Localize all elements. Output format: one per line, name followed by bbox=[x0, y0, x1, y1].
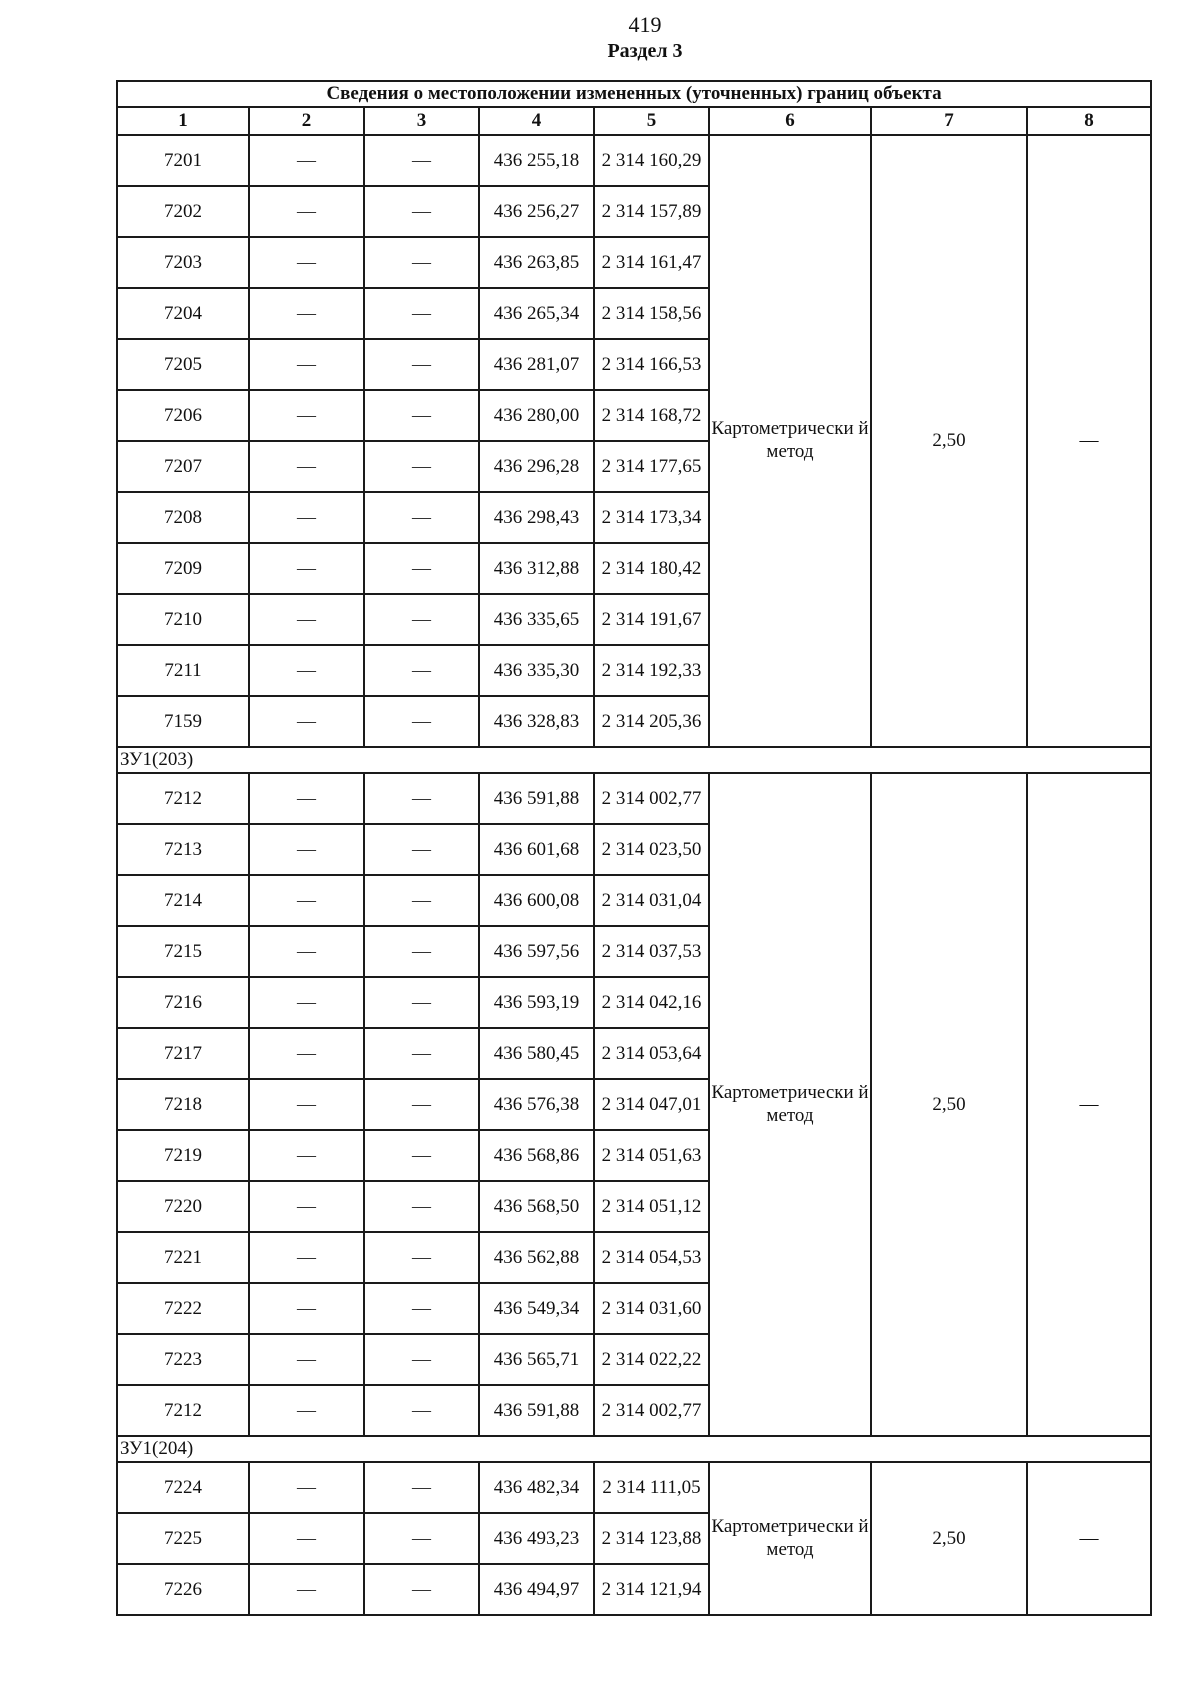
col2-cell: — bbox=[249, 237, 364, 288]
accuracy-cell: 2,50 bbox=[871, 773, 1027, 1436]
accuracy-cell: 2,50 bbox=[871, 135, 1027, 747]
col3-cell: — bbox=[364, 977, 479, 1028]
y-coordinate-cell: 2 314 192,33 bbox=[594, 645, 709, 696]
point-number-cell: 7218 bbox=[117, 1079, 249, 1130]
y-coordinate-cell: 2 314 166,53 bbox=[594, 339, 709, 390]
point-number-cell: 7212 bbox=[117, 1385, 249, 1436]
col2-cell: — bbox=[249, 543, 364, 594]
x-coordinate-cell: 436 568,86 bbox=[479, 1130, 594, 1181]
coordinates-table bbox=[116, 80, 1152, 1616]
col3-cell: — bbox=[364, 594, 479, 645]
column-number-3: 3 bbox=[364, 107, 479, 135]
col3-cell: — bbox=[364, 696, 479, 747]
y-coordinate-cell: 2 314 173,34 bbox=[594, 492, 709, 543]
accuracy-cell: 2,50 bbox=[871, 1462, 1027, 1615]
col2-cell: — bbox=[249, 1079, 364, 1130]
col3-cell: — bbox=[364, 1564, 479, 1615]
x-coordinate-cell: 436 312,88 bbox=[479, 543, 594, 594]
col2-cell: — bbox=[249, 977, 364, 1028]
col2-cell: — bbox=[249, 441, 364, 492]
x-coordinate-cell: 436 565,71 bbox=[479, 1334, 594, 1385]
y-coordinate-cell: 2 314 042,16 bbox=[594, 977, 709, 1028]
point-number-cell: 7220 bbox=[117, 1181, 249, 1232]
table-row bbox=[117, 773, 1151, 824]
col3-cell: — bbox=[364, 390, 479, 441]
x-coordinate-cell: 436 549,34 bbox=[479, 1283, 594, 1334]
point-number-cell: 7211 bbox=[117, 645, 249, 696]
column-number-2: 2 bbox=[249, 107, 364, 135]
page-number: 419 bbox=[628, 12, 662, 37]
col3-cell: — bbox=[364, 1130, 479, 1181]
col2-cell: — bbox=[249, 1513, 364, 1564]
point-number-cell: 7201 bbox=[117, 135, 249, 186]
y-coordinate-cell: 2 314 031,60 bbox=[594, 1283, 709, 1334]
col3-cell: — bbox=[364, 1283, 479, 1334]
x-coordinate-cell: 436 597,56 bbox=[479, 926, 594, 977]
point-number-cell: 7210 bbox=[117, 594, 249, 645]
y-coordinate-cell: 2 314 177,65 bbox=[594, 441, 709, 492]
table-title: Сведения о местоположении измененных (уточненных) границ объекта bbox=[117, 81, 1151, 107]
col3-cell: — bbox=[364, 135, 479, 186]
col3-cell: — bbox=[364, 1181, 479, 1232]
col3-cell: — bbox=[364, 926, 479, 977]
col2-cell: — bbox=[249, 390, 364, 441]
col3-cell: — bbox=[364, 645, 479, 696]
column-number-8: 8 bbox=[1027, 107, 1151, 135]
y-coordinate-cell: 2 314 051,12 bbox=[594, 1181, 709, 1232]
point-number-cell: 7207 bbox=[117, 441, 249, 492]
y-coordinate-cell: 2 314 053,64 bbox=[594, 1028, 709, 1079]
y-coordinate-cell: 2 314 191,67 bbox=[594, 594, 709, 645]
y-coordinate-cell: 2 314 031,04 bbox=[594, 875, 709, 926]
group-label: ЗУ1(203) bbox=[117, 747, 1151, 773]
col2-cell: — bbox=[249, 288, 364, 339]
x-coordinate-cell: 436 256,27 bbox=[479, 186, 594, 237]
point-number-cell: 7209 bbox=[117, 543, 249, 594]
y-coordinate-cell: 2 314 022,22 bbox=[594, 1334, 709, 1385]
x-coordinate-cell: 436 580,45 bbox=[479, 1028, 594, 1079]
col2-cell: — bbox=[249, 1181, 364, 1232]
y-coordinate-cell: 2 314 054,53 bbox=[594, 1232, 709, 1283]
y-coordinate-cell: 2 314 047,01 bbox=[594, 1079, 709, 1130]
col3-cell: — bbox=[364, 186, 479, 237]
col2-cell: — bbox=[249, 1028, 364, 1079]
col2-cell: — bbox=[249, 1462, 364, 1513]
y-coordinate-cell: 2 314 157,89 bbox=[594, 186, 709, 237]
column-number-1: 1 bbox=[117, 107, 249, 135]
col2-cell: — bbox=[249, 1283, 364, 1334]
y-coordinate-cell: 2 314 111,05 bbox=[594, 1462, 709, 1513]
y-coordinate-cell: 2 314 160,29 bbox=[594, 135, 709, 186]
group-header-row bbox=[117, 1436, 1151, 1462]
col2-cell: — bbox=[249, 1385, 364, 1436]
x-coordinate-cell: 436 493,23 bbox=[479, 1513, 594, 1564]
col3-cell: — bbox=[364, 1462, 479, 1513]
point-number-cell: 7202 bbox=[117, 186, 249, 237]
col3-cell: — bbox=[364, 773, 479, 824]
col3-cell: — bbox=[364, 1334, 479, 1385]
point-number-cell: 7216 bbox=[117, 977, 249, 1028]
y-coordinate-cell: 2 314 168,72 bbox=[594, 390, 709, 441]
point-number-cell: 7215 bbox=[117, 926, 249, 977]
col2-cell: — bbox=[249, 135, 364, 186]
y-coordinate-cell: 2 314 002,77 bbox=[594, 1385, 709, 1436]
x-coordinate-cell: 436 576,38 bbox=[479, 1079, 594, 1130]
col3-cell: — bbox=[364, 492, 479, 543]
x-coordinate-cell: 436 568,50 bbox=[479, 1181, 594, 1232]
col3-cell: — bbox=[364, 1079, 479, 1130]
point-number-cell: 7225 bbox=[117, 1513, 249, 1564]
point-number-cell: 7214 bbox=[117, 875, 249, 926]
y-coordinate-cell: 2 314 002,77 bbox=[594, 773, 709, 824]
x-coordinate-cell: 436 335,30 bbox=[479, 645, 594, 696]
col8-cell: — bbox=[1027, 1462, 1151, 1615]
col2-cell: — bbox=[249, 186, 364, 237]
group-label: ЗУ1(204) bbox=[117, 1436, 1151, 1462]
col3-cell: — bbox=[364, 1385, 479, 1436]
x-coordinate-cell: 436 593,19 bbox=[479, 977, 594, 1028]
point-number-cell: 7222 bbox=[117, 1283, 249, 1334]
col2-cell: — bbox=[249, 645, 364, 696]
x-coordinate-cell: 436 591,88 bbox=[479, 1385, 594, 1436]
method-cell: Картометрически й метод bbox=[709, 773, 871, 1436]
x-coordinate-cell: 436 562,88 bbox=[479, 1232, 594, 1283]
col2-cell: — bbox=[249, 492, 364, 543]
col3-cell: — bbox=[364, 1513, 479, 1564]
x-coordinate-cell: 436 335,65 bbox=[479, 594, 594, 645]
x-coordinate-cell: 436 281,07 bbox=[479, 339, 594, 390]
col2-cell: — bbox=[249, 1564, 364, 1615]
x-coordinate-cell: 436 600,08 bbox=[479, 875, 594, 926]
column-number-row bbox=[117, 107, 1151, 135]
point-number-cell: 7205 bbox=[117, 339, 249, 390]
y-coordinate-cell: 2 314 158,56 bbox=[594, 288, 709, 339]
y-coordinate-cell: 2 314 121,94 bbox=[594, 1564, 709, 1615]
col3-cell: — bbox=[364, 288, 479, 339]
x-coordinate-cell: 436 601,68 bbox=[479, 824, 594, 875]
table-row bbox=[117, 1462, 1151, 1513]
y-coordinate-cell: 2 314 161,47 bbox=[594, 237, 709, 288]
method-cell: Картометрически й метод bbox=[709, 135, 871, 747]
point-number-cell: 7208 bbox=[117, 492, 249, 543]
x-coordinate-cell: 436 328,83 bbox=[479, 696, 594, 747]
col3-cell: — bbox=[364, 237, 479, 288]
point-number-cell: 7221 bbox=[117, 1232, 249, 1283]
x-coordinate-cell: 436 482,34 bbox=[479, 1462, 594, 1513]
point-number-cell: 7159 bbox=[117, 696, 249, 747]
point-number-cell: 7217 bbox=[117, 1028, 249, 1079]
x-coordinate-cell: 436 263,85 bbox=[479, 237, 594, 288]
x-coordinate-cell: 436 280,00 bbox=[479, 390, 594, 441]
x-coordinate-cell: 436 265,34 bbox=[479, 288, 594, 339]
method-cell: Картометрически й метод bbox=[709, 1462, 871, 1615]
table-row bbox=[117, 135, 1151, 186]
x-coordinate-cell: 436 298,43 bbox=[479, 492, 594, 543]
point-number-cell: 7223 bbox=[117, 1334, 249, 1385]
column-number-7: 7 bbox=[871, 107, 1027, 135]
col2-cell: — bbox=[249, 339, 364, 390]
col2-cell: — bbox=[249, 773, 364, 824]
col3-cell: — bbox=[364, 543, 479, 594]
column-number-5: 5 bbox=[594, 107, 709, 135]
col8-cell: — bbox=[1027, 773, 1151, 1436]
x-coordinate-cell: 436 494,97 bbox=[479, 1564, 594, 1615]
col3-cell: — bbox=[364, 875, 479, 926]
x-coordinate-cell: 436 591,88 bbox=[479, 773, 594, 824]
x-coordinate-cell: 436 296,28 bbox=[479, 441, 594, 492]
y-coordinate-cell: 2 314 037,53 bbox=[594, 926, 709, 977]
col2-cell: — bbox=[249, 1130, 364, 1181]
point-number-cell: 7213 bbox=[117, 824, 249, 875]
section-title: Раздел 3 bbox=[607, 40, 683, 62]
col2-cell: — bbox=[249, 696, 364, 747]
y-coordinate-cell: 2 314 205,36 bbox=[594, 696, 709, 747]
column-number-6: 6 bbox=[709, 107, 871, 135]
column-number-4: 4 bbox=[479, 107, 594, 135]
table-body bbox=[117, 135, 1151, 1615]
y-coordinate-cell: 2 314 180,42 bbox=[594, 543, 709, 594]
y-coordinate-cell: 2 314 051,63 bbox=[594, 1130, 709, 1181]
point-number-cell: 7226 bbox=[117, 1564, 249, 1615]
col8-cell: — bbox=[1027, 135, 1151, 747]
col2-cell: — bbox=[249, 824, 364, 875]
col3-cell: — bbox=[364, 1232, 479, 1283]
x-coordinate-cell: 436 255,18 bbox=[479, 135, 594, 186]
col3-cell: — bbox=[364, 339, 479, 390]
col3-cell: — bbox=[364, 824, 479, 875]
group-header-row bbox=[117, 747, 1151, 773]
point-number-cell: 7204 bbox=[117, 288, 249, 339]
y-coordinate-cell: 2 314 023,50 bbox=[594, 824, 709, 875]
col2-cell: — bbox=[249, 875, 364, 926]
point-number-cell: 7203 bbox=[117, 237, 249, 288]
col2-cell: — bbox=[249, 1232, 364, 1283]
col2-cell: — bbox=[249, 594, 364, 645]
y-coordinate-cell: 2 314 123,88 bbox=[594, 1513, 709, 1564]
point-number-cell: 7206 bbox=[117, 390, 249, 441]
point-number-cell: 7219 bbox=[117, 1130, 249, 1181]
col3-cell: — bbox=[364, 1028, 479, 1079]
point-number-cell: 7212 bbox=[117, 773, 249, 824]
col3-cell: — bbox=[364, 441, 479, 492]
point-number-cell: 7224 bbox=[117, 1462, 249, 1513]
col2-cell: — bbox=[249, 1334, 364, 1385]
col2-cell: — bbox=[249, 926, 364, 977]
